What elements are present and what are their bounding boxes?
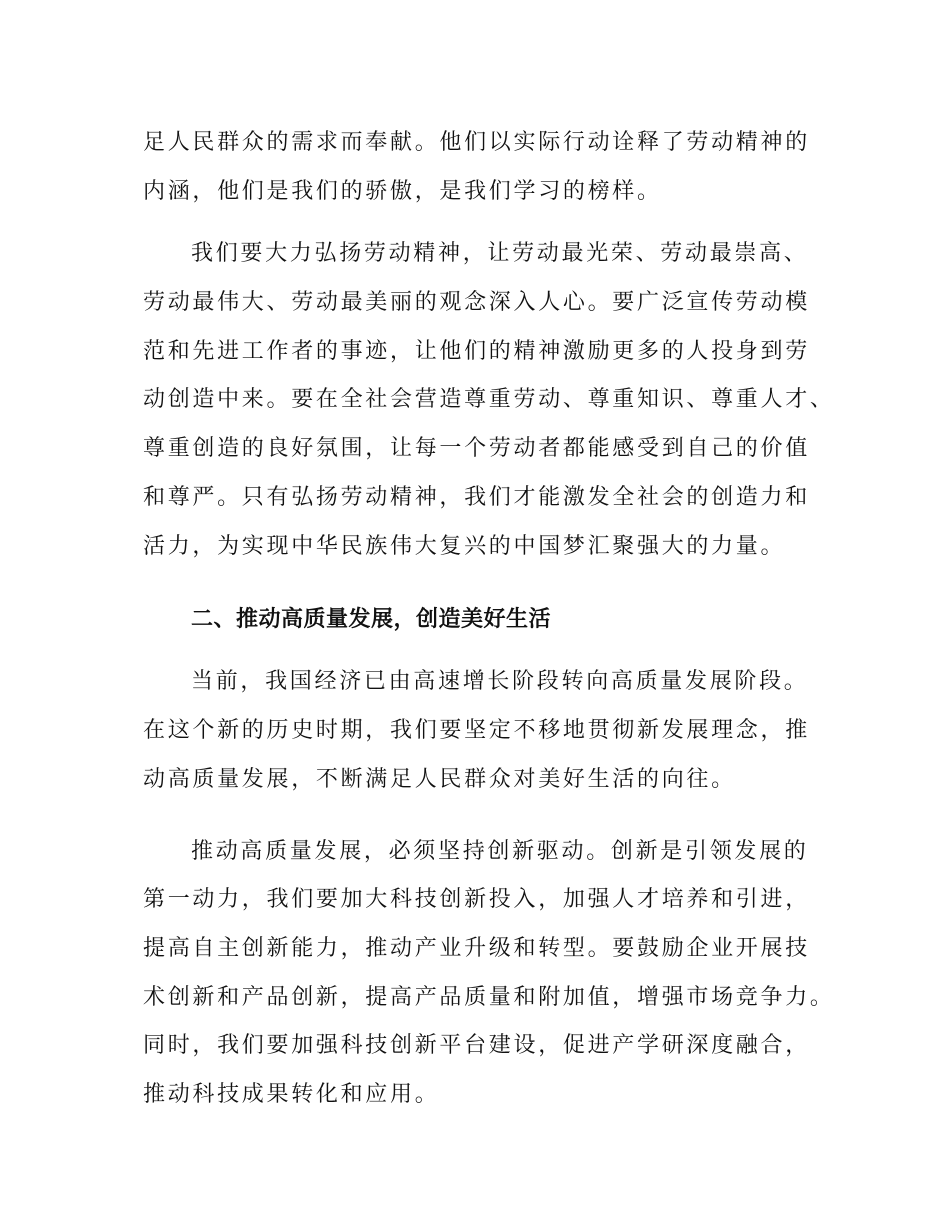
- paragraph-line: 第一动力，我们要加大科技创新投入，加强人才培养和引进，: [143, 887, 810, 912]
- paragraph-line: 动高质量发展，不断满足人民群众对美好生活的向往。: [143, 767, 736, 792]
- paragraph-line: 范和先进工作者的事迹，让他们的精神激励更多的人投身到劳: [143, 339, 810, 364]
- paragraph-line: 提高自主创新能力，推动产业升级和转型。要鼓励企业开展技: [143, 936, 810, 961]
- paragraph-line: 当前，我国经济已由高速增长阶段转向高质量发展阶段。: [191, 669, 809, 694]
- paragraph-line: 同时，我们要加强科技创新平台建设，促进产学研深度融合，: [143, 1033, 810, 1058]
- paragraph-line: 推动科技成果转化和应用。: [143, 1082, 440, 1107]
- paragraph-line: 足人民群众的需求而奉献。他们以实际行动诠释了劳动精神的: [143, 130, 810, 155]
- paragraph-line: 术创新和产品创新，提高产品质量和附加值，增强市场竞争力。: [143, 985, 835, 1010]
- paragraph-line: 尊重创造的良好氛围，让每一个劳动者都能感受到自己的价值: [143, 436, 810, 461]
- section-heading: 二、推动高质量发展，创造美好生活: [191, 607, 552, 632]
- paragraph-line: 在这个新的历史时期，我们要坚定不移地贯彻新发展理念，推: [143, 718, 810, 743]
- paragraph-line: 劳动最伟大、劳动最美丽的观念深入人心。要广泛宣传劳动模: [143, 290, 810, 315]
- paragraph-line: 内涵，他们是我们的骄傲，是我们学习的榜样。: [143, 179, 662, 204]
- paragraph-line: 活力，为实现中华民族伟大复兴的中国梦汇聚强大的力量。: [143, 534, 786, 559]
- paragraph-line: 动创造中来。要在全社会营造尊重劳动、尊重知识、尊重人才、: [143, 387, 835, 412]
- paragraph-line: 推动高质量发展，必须坚持创新驱动。创新是引领发展的: [191, 839, 809, 864]
- paragraph-line: 我们要大力弘扬劳动精神，让劳动最光荣、劳动最崇高、: [191, 241, 809, 266]
- paragraph-line: 和尊严。只有弘扬劳动精神，我们才能激发全社会的创造力和: [143, 485, 810, 510]
